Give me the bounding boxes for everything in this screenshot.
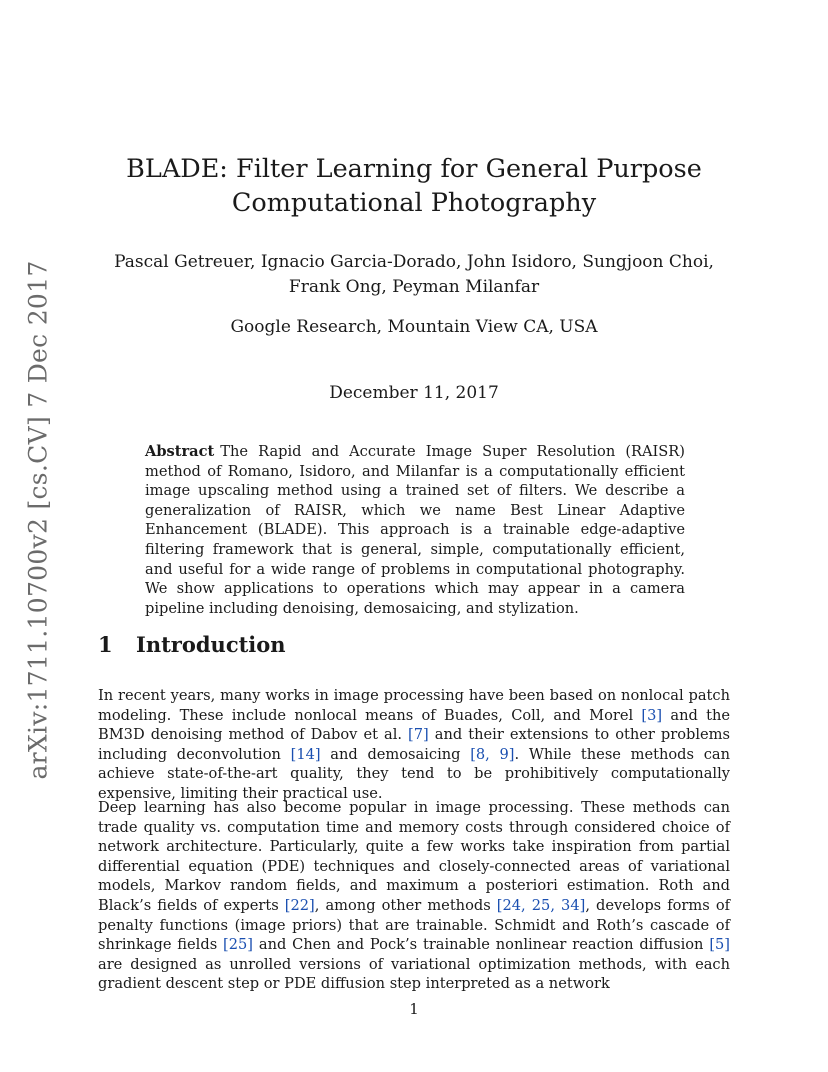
citation-link[interactable]: [22] — [284, 896, 315, 914]
para-text: Deep learning has also become popular in image processing. These methods can trade quality vs. computation time and memory costs through considered choice of network architecture. Particularly, quite a few works take inspiration from partial differential equation (PDE) techniques and closely-connected areas of variational models, Markov random fields, and maximum a posteriori estimation. Roth and Black’s fields of experts — [98, 799, 730, 914]
para-text: and their extensions to other problems including deconvolution — [98, 726, 730, 763]
para-text: . While these methods can achieve state-of-the-art quality, they tend to be prohibitively computationally expensive, limiting their practical use. — [98, 745, 730, 802]
authors-line-2: Frank Ong, Peyman Milanfar — [288, 277, 540, 297]
para-text: and the BM3D denoising method of Dabov et al. — [98, 706, 730, 744]
title-line-1: BLADE: Filter Learning for General Purpose — [126, 154, 702, 184]
citation-link[interactable]: [8, 9] — [470, 745, 515, 763]
citation-link[interactable]: [7] — [408, 726, 429, 744]
intro-paragraph-2 — [98, 798, 730, 994]
para-text: In recent years, many works in image processing have been based on nonlocal patch modeling. These include nonlocal means of Buades, Coll, and Morel — [98, 687, 730, 724]
citation-link[interactable]: [14] — [290, 745, 321, 763]
page-number: 1 — [409, 1000, 419, 1018]
citation-link[interactable]: [24, 25, 34] — [496, 896, 586, 914]
title-line-2: Computational Photography — [231, 188, 597, 218]
abstract-text: The Rapid and Accurate Image Super Resolution (RAISR) method of Romano, Isidoro, and Milanfar is a computationally efficient image upscaling method using a trained set of filters. We describe a generalization of RAISR, which we name Best Linear Adaptive Enhancement (BLADE). This approach is a trainable edge-adaptive filtering framework that is general, simple, computationally efficient, and useful for a wide range of problems in computational photography. We show applications to operations which may appear in a camera pipeline including denoising, demosaicing, and stylization. — [145, 443, 685, 617]
section-title: Introduction — [136, 632, 286, 657]
abstract — [145, 442, 685, 618]
paper-title — [100, 152, 728, 220]
section-number: 1 — [98, 632, 113, 657]
citation-link[interactable]: [25] — [223, 936, 254, 954]
para-text: are designed as unrolled versions of variational optimization methods, with each gradient descent step or PDE diffusion step interpreted as a network — [98, 955, 730, 993]
para-text: and Chen and Pock’s trainable nonlinear reaction diffusion — [253, 936, 710, 954]
para-text: , develops forms of penalty functions (image priors) that are trainable. Schmidt and Roth’s cascade of shrinkage fields — [98, 896, 731, 954]
para-text: and demosaicing — [320, 745, 471, 763]
author-list — [100, 250, 728, 300]
publication-date: December 11, 2017 — [329, 383, 499, 403]
citation-link[interactable]: [5] — [709, 936, 730, 954]
para-text: , among other methods — [314, 896, 497, 914]
section-heading — [98, 630, 286, 660]
citation-link[interactable]: [3] — [641, 706, 663, 724]
arxiv-id-text: arXiv:1711.10700v2 [cs.CV] 7 Dec 2017 — [23, 260, 53, 780]
affiliation: Google Research, Mountain View CA, USA — [230, 317, 598, 337]
authors-line-1: Pascal Getreuer, Ignacio Garcia-Dorado, John Isidoro, Sungjoon Choi, — [114, 252, 714, 272]
intro-paragraph-1 — [98, 686, 730, 804]
abstract-label: Abstract — [145, 443, 215, 460]
